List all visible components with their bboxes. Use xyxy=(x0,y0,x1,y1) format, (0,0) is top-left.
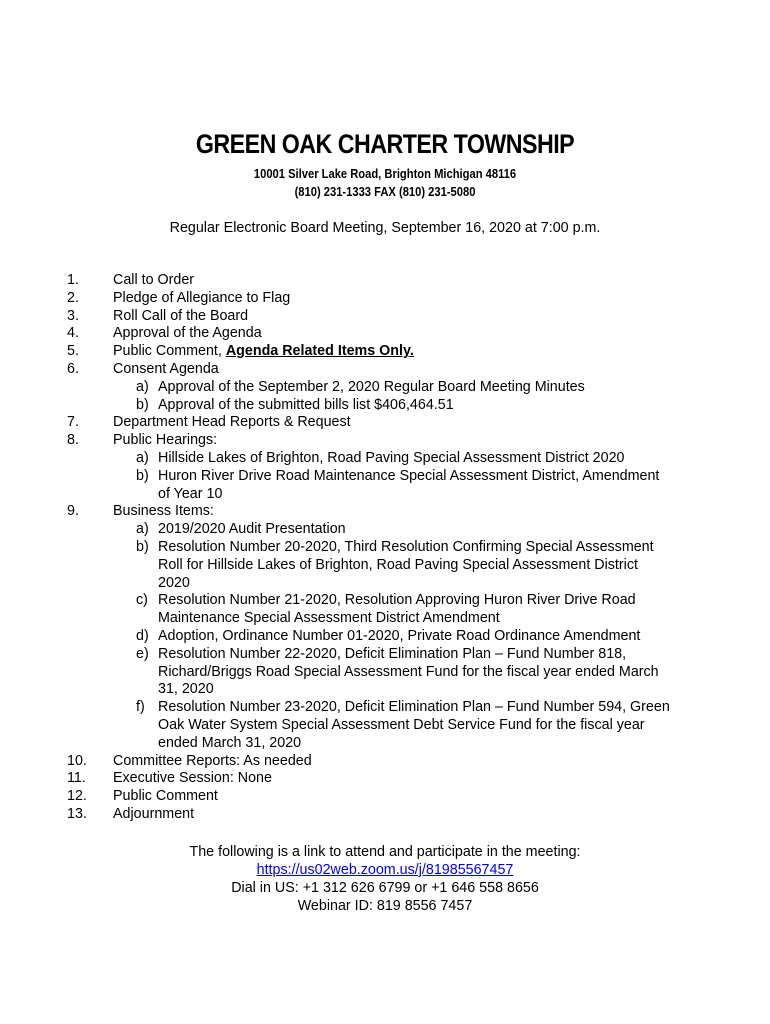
zoom-link-row xyxy=(0,862,770,880)
agenda-item-6 xyxy=(0,361,770,379)
agenda-item-8 xyxy=(0,432,770,450)
agenda-subitem-8b xyxy=(0,468,770,486)
agenda-item-number: 7. xyxy=(67,414,79,431)
agenda-subitem-9b-cont xyxy=(0,575,770,593)
agenda-item-text: Approval of the Agenda xyxy=(113,325,262,342)
subitem-text: Maintenance Special Assessment District Amendment xyxy=(158,610,500,627)
subitem-text: Approval of the September 2, 2020 Regular Board Meeting Minutes xyxy=(158,378,585,395)
agenda-item-text-plain: Public Comment, xyxy=(113,343,226,360)
subitem-letter: a) xyxy=(136,449,149,466)
subitem-text: Approval of the submitted bills list $406,464.51 xyxy=(158,396,454,413)
subitem-text: Resolution Number 23-2020, Deficit Elimination Plan – Fund Number 594, Green xyxy=(158,699,670,716)
zoom-meeting-link[interactable]: https://us02web.zoom.us/j/81985567457 xyxy=(256,862,514,878)
agenda-subitem-8a xyxy=(0,450,770,468)
subitem-text: Richard/Briggs Road Special Assessment Fund for the fiscal year ended March xyxy=(158,663,659,680)
subitem-text: 2020 xyxy=(158,574,190,591)
dial-in-numbers: Dial in US: +1 312 626 6799 or +1 646 558 8656 xyxy=(231,880,539,896)
meeting-link-intro: The following is a link to attend and participate in the meeting: xyxy=(189,844,581,860)
agenda-subitem-9b xyxy=(0,539,770,557)
subitem-letter: c) xyxy=(136,592,148,609)
subitem-letter: b) xyxy=(136,538,149,555)
agenda-item-emphasis: Agenda Related Items Only. xyxy=(225,343,414,360)
agenda-subitem-9e-cont xyxy=(0,681,770,699)
agenda-item-number: 2. xyxy=(67,289,79,306)
subitem-text: Huron River Drive Road Maintenance Special Assessment District, Amendment xyxy=(158,467,660,484)
agenda-item-1 xyxy=(0,272,770,290)
agenda-subitem-6b xyxy=(0,397,770,415)
agenda-item-text: Public Hearings: xyxy=(113,432,218,449)
agenda-item-3 xyxy=(0,308,770,326)
subitem-text: Roll for Hillside Lakes of Brighton, Road Paving Special Assessment District xyxy=(158,556,638,573)
agenda-item-text: Consent Agenda xyxy=(113,360,219,377)
agenda-subitem-9c-cont xyxy=(0,610,770,628)
township-phone-fax: (810) 231-1333 FAX (810) 231-5080 xyxy=(294,184,476,199)
agenda-item-text: Roll Call of the Board xyxy=(113,307,249,324)
subitem-text: Resolution Number 21-2020, Resolution Approving Huron River Drive Road xyxy=(158,592,636,609)
agenda-subitem-6a xyxy=(0,379,770,397)
agenda-subitem-9e-cont xyxy=(0,664,770,682)
agenda-item-number: 11. xyxy=(67,770,86,787)
agenda-subitem-9f-cont xyxy=(0,735,770,753)
agenda-item-11 xyxy=(0,770,770,788)
subitem-text: ended March 31, 2020 xyxy=(158,734,302,751)
agenda-subitem-9d xyxy=(0,628,770,646)
agenda-item-text: Pledge of Allegiance to Flag xyxy=(113,289,291,306)
agenda-item-number: 1. xyxy=(67,272,79,288)
subitem-text: Oak Water System Special Assessment Debt Service Fund for the fiscal year xyxy=(158,716,645,733)
subitem-letter: b) xyxy=(136,396,149,413)
agenda-item-10 xyxy=(0,753,770,771)
agenda-subitem-9e xyxy=(0,646,770,664)
agenda-item-number: 4. xyxy=(67,325,79,342)
subitem-text: of Year 10 xyxy=(158,485,223,502)
subitem-text: Adoption, Ordinance Number 01-2020, Private Road Ordinance Amendment xyxy=(158,627,641,644)
agenda-item-text: Call to Order xyxy=(113,272,195,288)
agenda-item-number: 3. xyxy=(67,307,79,324)
agenda-subitem-9a xyxy=(0,521,770,539)
agenda-item-text: Business Items: xyxy=(113,503,214,520)
agenda-item-text: Department Head Reports & Request xyxy=(113,414,351,431)
agenda-item-number: 12. xyxy=(67,788,87,805)
agenda-item-text: Committee Reports: As needed xyxy=(113,752,312,769)
subitem-letter: a) xyxy=(136,378,149,395)
agenda-list xyxy=(0,272,770,824)
agenda-item-number: 10. xyxy=(67,752,87,769)
subitem-text: 31, 2020 xyxy=(158,681,214,698)
subitem-letter: a) xyxy=(136,521,149,538)
agenda-item-text: Executive Session: None xyxy=(113,770,272,787)
subitem-text: Hillside Lakes of Brighton, Road Paving Special Assessment District 2020 xyxy=(158,449,625,466)
webinar-id: Webinar ID: 819 8556 7457 xyxy=(297,898,473,914)
agenda-item-13 xyxy=(0,806,770,824)
subitem-letter: d) xyxy=(136,627,149,644)
agenda-subitem-9f-cont xyxy=(0,717,770,735)
agenda-item-9 xyxy=(0,503,770,521)
subitem-letter: b) xyxy=(136,467,149,484)
agenda-item-5 xyxy=(0,343,770,361)
agenda-item-7 xyxy=(0,414,770,432)
agenda-item-number: 8. xyxy=(67,432,79,449)
agenda-subitem-9c xyxy=(0,592,770,610)
agenda-item-number: 5. xyxy=(67,343,79,360)
agenda-item-text: Public Comment xyxy=(113,788,218,805)
meeting-heading: Regular Electronic Board Meeting, September 16, 2020 at 7:00 p.m. xyxy=(169,220,601,236)
agenda-item-4 xyxy=(0,325,770,343)
agenda-subitem-8b-cont xyxy=(0,486,770,504)
subitem-text: Resolution Number 20-2020, Third Resolution Confirming Special Assessment xyxy=(158,538,654,555)
agenda-item-12 xyxy=(0,788,770,806)
agenda-item-text xyxy=(113,343,414,361)
agenda-item-text: Adjournment xyxy=(113,805,195,822)
agenda-subitem-9f xyxy=(0,699,770,717)
subitem-text: 2019/2020 Audit Presentation xyxy=(158,521,346,538)
agenda-item-number: 13. xyxy=(67,805,87,822)
subitem-letter: e) xyxy=(136,645,149,662)
agenda-item-number: 6. xyxy=(67,360,79,377)
subitem-text: Resolution Number 22-2020, Deficit Elimination Plan – Fund Number 818, xyxy=(158,645,627,662)
township-address: 10001 Silver Lake Road, Brighton Michigan 48116 xyxy=(253,166,517,181)
agenda-subitem-9b-cont xyxy=(0,557,770,575)
document-title: GREEN OAK CHARTER TOWNSHIP xyxy=(195,129,575,159)
agenda-item-number: 9. xyxy=(67,503,79,520)
agenda-item-2 xyxy=(0,290,770,308)
subitem-letter: f) xyxy=(136,699,145,716)
